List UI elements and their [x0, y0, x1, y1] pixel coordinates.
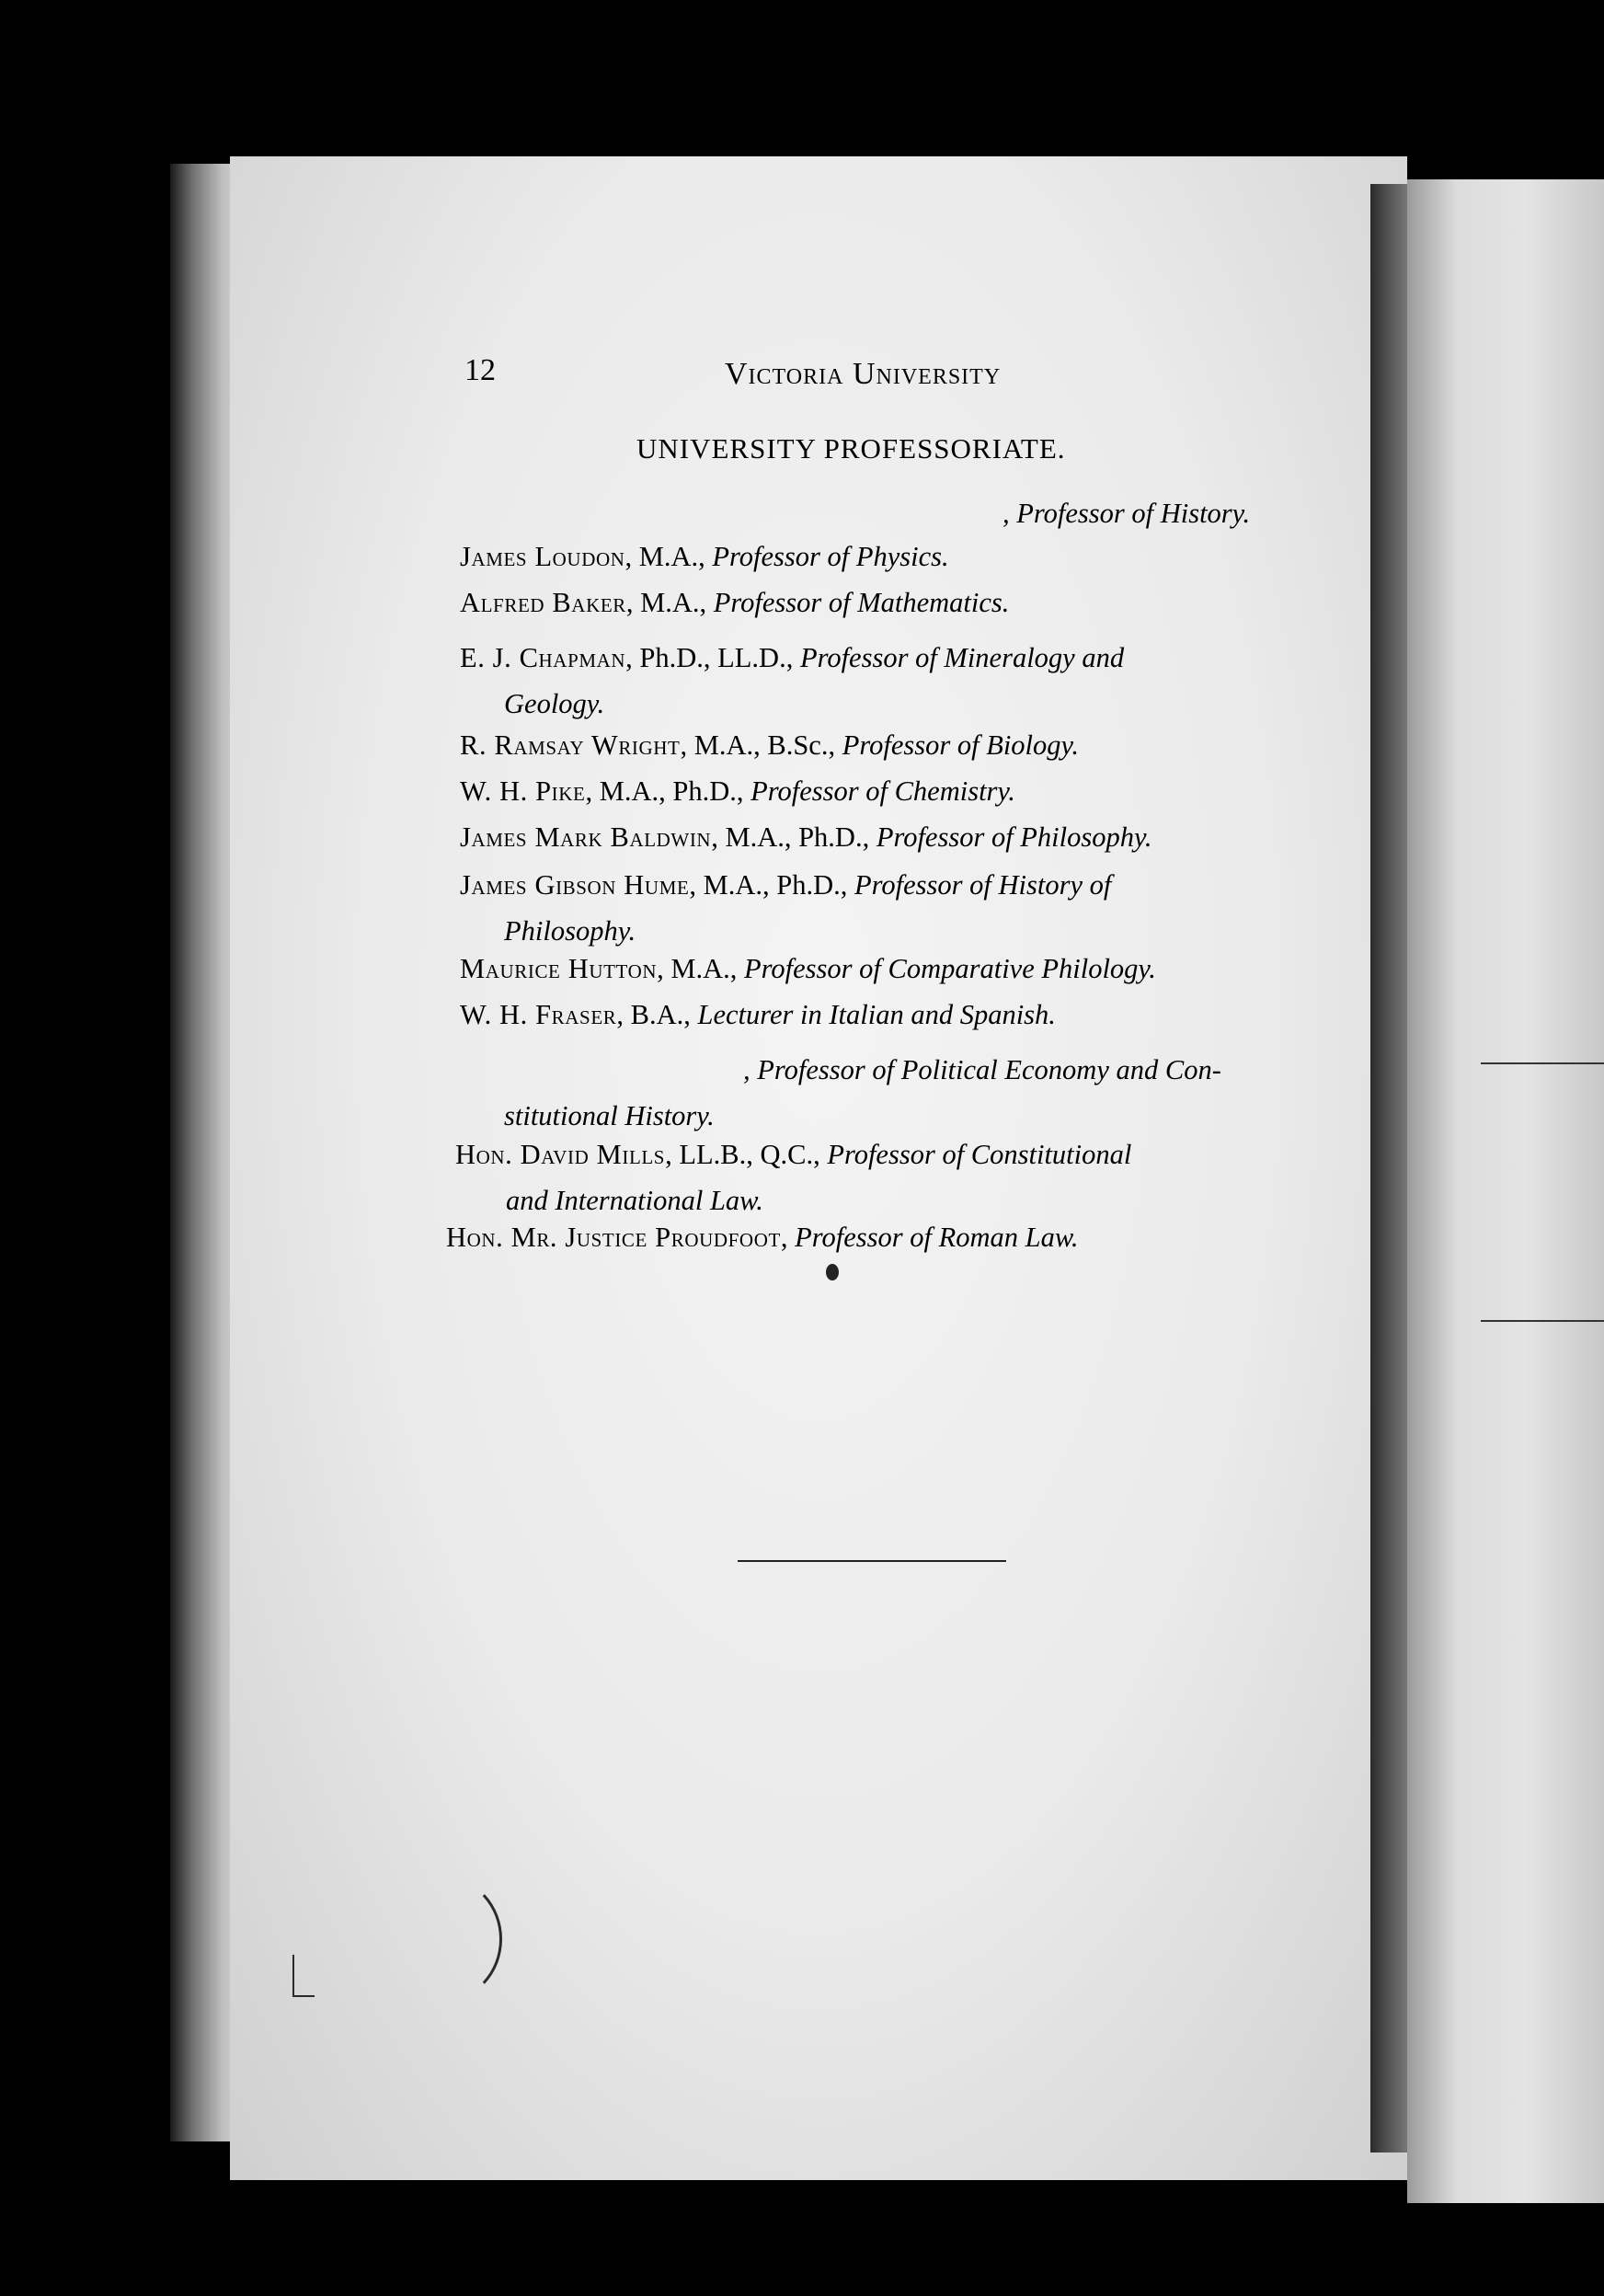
professor-name: Maurice Hutton [460, 953, 658, 984]
professor-title: Professor of Comparative Philology. [744, 953, 1156, 984]
facing-page-rule [1481, 1320, 1604, 1322]
professor-title: Professor of Philosophy. [876, 821, 1152, 853]
professor-name: Alfred Baker [460, 587, 626, 618]
professor-entry [460, 635, 1125, 719]
professor-credentials: , M.A., [657, 953, 745, 984]
professor-entry [460, 946, 1156, 992]
professor-credentials: , M.A., Ph.D., [585, 775, 751, 807]
professor-credentials: , Ph.D., LL.D., [625, 642, 800, 673]
professor-entry [460, 992, 1056, 1038]
title-continuation: stitutional History. [504, 1100, 715, 1131]
facing-page [1407, 179, 1604, 2203]
professor-name: W. H. Fraser [460, 999, 617, 1030]
professor-title: , Professor of History. [1002, 498, 1251, 529]
professor-credentials: , LL.B., Q.C., [665, 1139, 828, 1170]
professor-name: James Loudon [460, 541, 625, 572]
professor-title: Professor of Biology. [842, 729, 1080, 761]
professor-title: , Professor of Political Economy and Con- [743, 1054, 1221, 1085]
professor-entry [455, 1131, 1132, 1216]
end-rule [738, 1560, 1006, 1562]
professor-credentials: , M.A., B.Sc., [680, 729, 842, 761]
professor-name: E. J. Chapman [460, 642, 626, 673]
professor-title: Professor of Roman Law. [795, 1222, 1079, 1253]
professor-name: Hon. Mr. Justice Proudfoot [446, 1222, 781, 1253]
professor-entry [1002, 490, 1250, 536]
professor-credentials: , [780, 1222, 796, 1253]
professor-credentials: , B.A., [616, 999, 698, 1030]
professor-title: Professor of History of [854, 869, 1112, 901]
professor-name: Hon. David Mills [455, 1139, 666, 1170]
pencil-arc-mark [386, 1877, 502, 2002]
professor-entry [460, 722, 1079, 768]
professor-entry [460, 768, 1015, 814]
professor-title: Professor of Chemistry. [750, 775, 1015, 807]
pencil-corner-mark [292, 1955, 315, 1997]
professor-title: Professor of Physics. [712, 541, 949, 572]
title-continuation: and International Law. [506, 1185, 763, 1216]
professor-title: Professor of Constitutional [827, 1139, 1132, 1170]
professor-title: Lecturer in Italian and Spanish. [697, 999, 1056, 1030]
professor-entry [460, 534, 949, 580]
running-head: Victoria University [725, 357, 1002, 391]
professor-entry [460, 580, 1009, 626]
professor-entry [460, 814, 1151, 860]
professor-entry [446, 1214, 1079, 1260]
professor-name: W. H. Pike [460, 775, 586, 807]
ink-ornament [826, 1264, 839, 1280]
title-continuation: Philosophy. [504, 915, 636, 947]
section-title: UNIVERSITY PROFESSORIATE. [636, 432, 1066, 465]
professor-credentials: , M.A., [625, 587, 714, 618]
professor-credentials: , M.A., Ph.D., [711, 821, 876, 853]
professor-entry [504, 1047, 1221, 1131]
title-continuation: Geology. [504, 688, 605, 719]
page-number: 12 [464, 353, 496, 387]
professor-credentials: , M.A., [624, 541, 713, 572]
professor-credentials: , M.A., Ph.D., [689, 869, 855, 901]
facing-page-rule [1481, 1062, 1604, 1064]
professor-name: James Mark Baldwin [460, 821, 712, 853]
professor-name: R. Ramsay Wright [460, 729, 681, 761]
professor-title: Professor of Mathematics. [713, 587, 1010, 618]
professor-entry [460, 862, 1112, 947]
professor-title: Professor of Mineralogy and [799, 642, 1125, 673]
page-gutter [1370, 184, 1407, 2152]
professor-name: James Gibson Hume [460, 869, 690, 901]
